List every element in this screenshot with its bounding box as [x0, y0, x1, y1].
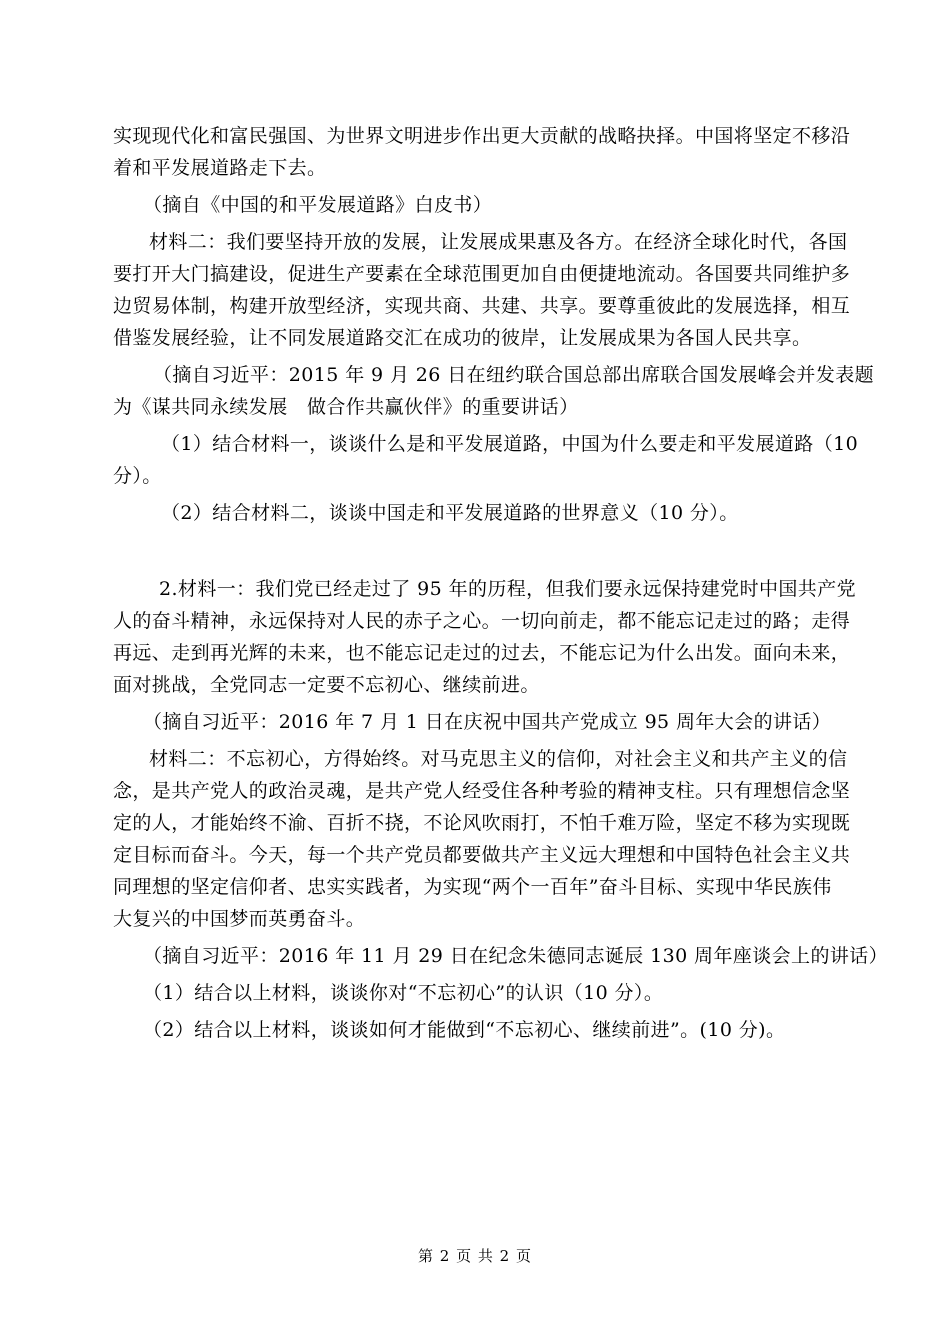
question-2: （2）结合材料二，谈谈中国走和平发展道路的世界意义（10 分）。: [161, 502, 739, 524]
material-two-b-line-4: 定目标而奋斗。今天，每一个共产党员都要做共产主义远大理想和中国特色社会主义共: [113, 844, 851, 866]
source-citation-2-line-2: 为《谋共同永续发展 做合作共赢伙伴》的重要讲话）: [113, 396, 579, 418]
material-one-line-2: 人的奋斗精神，永远保持对人民的赤子之心。一切向前走，都不能忘记走过的路；走得: [113, 610, 851, 632]
page-number: 第 2 页 共 2 页: [418, 1247, 532, 1265]
question-3: （1）结合以上材料，谈谈你对“不忘初心”的认识（10 分）。: [143, 982, 664, 1004]
material-two-line-4: 借鉴发展经验，让不同发展道路交汇在成功的彼岸，让发展成果为各国人民共享。: [113, 327, 812, 349]
material-two-b-line-3: 定的人，才能始终不渝、百折不挠，不论风吹雨打，不怕千难万险，坚定不移为实现既: [113, 812, 851, 834]
question-4: （2）结合以上材料，谈谈如何才能做到“不忘初心、继续前进”。(10 分)。: [143, 1019, 786, 1041]
material-one-line-1: 2.材料一：我们党已经走过了 95 年的历程，但我们要永远保持建党时中国共产党: [159, 578, 856, 600]
intro-line-2: 着和平发展道路走下去。: [113, 157, 327, 179]
material-two-b-line-2: 念，是共产党人的政治灵魂，是共产党人经受住各种考验的精神支柱。只有理想信念坚: [113, 780, 851, 802]
question-1-line-1: （1）结合材料一，谈谈什么是和平发展道路，中国为什么要走和平发展道路（10: [161, 433, 859, 455]
source-citation-3: （摘自习近平：2016 年 7 月 1 日在庆祝中国共产党成立 95 周年大会的讲话）: [143, 711, 832, 733]
material-two-b-line-6: 大复兴的中国梦而英勇奋斗。: [113, 908, 366, 930]
section-2: [113, 573, 889, 1046]
material-two-b-line-1: 材料二：不忘初心，方得始终。对马克思主义的信仰，对社会主义和共产主义的信: [149, 748, 848, 770]
material-two-line-2: 要打开大门搞建设，促进生产要素在全球范围更加自由便捷地流动。各国要共同维护多: [113, 263, 851, 285]
source-citation: （摘自《中国的和平发展道路》白皮书）: [143, 194, 493, 216]
source-citation-2-line-1: （摘自习近平：2015 年 9 月 26 日在纽约联合国总部出席联合国发展峰会并发表题: [153, 364, 875, 386]
question-1-line-2: 分）。: [113, 465, 162, 487]
material-two-b-line-5: 同理想的坚定信仰者、忠实实践者，为实现“两个一百年”奋斗目标、实现中华民族伟: [113, 876, 832, 898]
material-two-line-3: 边贸易体制，构建开放型经济，实现共商、共建、共享。要尊重彼此的发展选择，相互: [113, 295, 851, 317]
document-body: [113, 120, 889, 1046]
page-footer: [0, 1245, 950, 1266]
source-citation-4: （摘自习近平：2016 年 11 月 29 日在纪念朱德同志诞辰 130 周年座谈会上的讲话）: [143, 945, 889, 967]
material-one-line-3: 再远、走到再光辉的未来，也不能忘记走过的过去，不能忘记为什么出发。面向未来，: [113, 642, 851, 664]
material-two-line-1: 材料二：我们要坚持开放的发展，让发展成果惠及各方。在经济全球化时代，各国: [149, 231, 848, 253]
section-1: [113, 120, 875, 529]
intro-line-1: 实现现代化和富民强国、为世界文明进步作出更大贡献的战略抉择。中国将坚定不移沿: [113, 125, 851, 147]
material-one-line-4: 面对挑战，全党同志一定要不忘初心、继续前进。: [113, 674, 540, 696]
